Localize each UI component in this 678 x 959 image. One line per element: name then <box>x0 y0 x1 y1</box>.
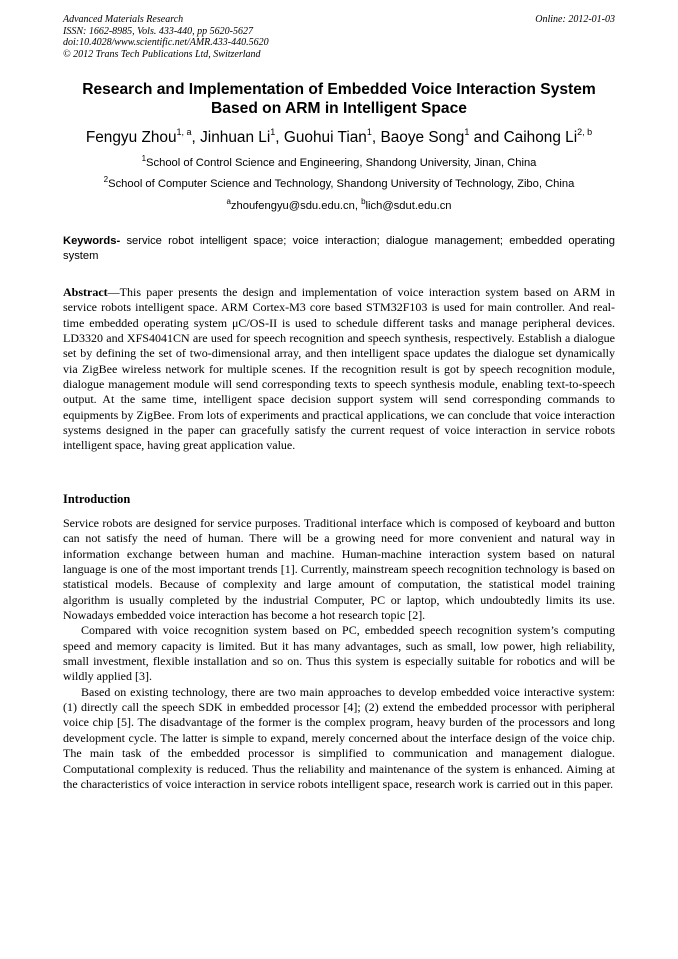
keywords-text: service robot intelligent space; voice interaction; dialogue management; embedded operating system <box>63 235 615 262</box>
author-name: Guohui Tian <box>283 129 367 146</box>
affiliation-mark: 1 <box>141 154 147 163</box>
introduction-body <box>63 516 615 792</box>
author-separator: and <box>469 129 504 146</box>
author-emails <box>30 199 648 213</box>
email-mark: b <box>361 197 366 206</box>
affiliation-mark: 2 <box>103 175 109 184</box>
issn-line: ISSN: 1662-8985, Vols. 433-440, pp 5620-5627 <box>63 25 253 37</box>
author-name: Caihong Li <box>503 129 578 146</box>
email-link[interactable]: zhoufengyu@sdu.edu.cn <box>230 200 355 212</box>
journal-name: Advanced Materials Research <box>63 14 184 25</box>
email-separator: , <box>354 200 362 212</box>
author-affiliation-mark: 2, b <box>577 127 593 137</box>
doi-line: doi:10.4028/www.scientific.net/AMR.433-440.5620 <box>63 37 269 49</box>
email-link[interactable]: lich@sdut.edu.cn <box>365 200 452 212</box>
body-paragraph: Compared with voice recognition system based on PC, embedded speech recognition system’s computing speed and memory capacity is limited. But it has many advantages, such as small, low power, high reliability, small investment, flexible installation and so on. Thus this system is especially suitable for robotics and will be wildly applied [3]. <box>63 623 615 684</box>
email-mark: a <box>226 197 231 206</box>
affiliation-2 <box>30 177 648 191</box>
keywords-label: Keywords- <box>63 235 121 247</box>
affiliation-text: School of Computer Science and Technology, Shandong University of Technology, Zibo, China <box>108 178 575 190</box>
author-list <box>30 128 648 148</box>
abstract-label: Abstract <box>63 285 108 299</box>
affiliation-1 <box>30 156 648 170</box>
body-paragraph: Service robots are designed for service purposes. Traditional interface which is composed of keyboard and button can not satisfy the need of human. There will be a growing need for more convenient and natural way in information exchange between human and machine. Human-machine interaction system based on natural language is one of the most important trends [1]. Currently, mainstream speech recognition technology is based on statistical models. Because of complexity and large amount of computation, the statistical model training algorithm is usually completed by the industrial Computer, PC or laptop, which undoubtedly limits its use. Nowadays embedded voice interaction has become a hot research topic [2]. <box>63 516 615 623</box>
affiliation-text: School of Control Science and Engineering, Shandong University, Jinan, China <box>146 157 537 169</box>
section-heading-introduction: Introduction <box>63 492 131 506</box>
author-name: Baoye Song <box>380 129 465 146</box>
author-affiliation-mark: 1 <box>464 127 470 137</box>
abstract-text: —This paper presents the design and implementation of voice interaction system based on ARM in service robots intelligent space. ARM Cortex-M3 core based STM32F103 is used for main controller. And real-time embedded operating system μC/OS-II is used to schedule different tasks and manage peripheral devices. LD3320 and XFS4041CN are used for speech recognition and speech synthesis, respectively. Establish a dialogue set by defining the set of two-dimensional array, and then intelligent space updates the dialogue set dynamically via ZigBee wireless network for multiple scenes. If the recognition result is got by speech recognition module, dialogue management module will send corresponding texts to speech synthesis module, enabling text-to-speech output. At the same time, intelligent space decision support system will send corresponding commands to equipments by ZigBee. From lots of experiments and practical applications, we can conclude that voice interaction systems designed in the paper can gracefully satisfy the current request of voice interaction in service robots intelligent space, having great application value. <box>63 285 615 453</box>
paper-title: Research and Implementation of Embedded Voice Interaction System Based on ARM in Intelligent Space <box>82 81 596 117</box>
keywords-block <box>63 234 615 264</box>
copyright-line: © 2012 Trans Tech Publications Ltd, Switzerland <box>63 48 261 60</box>
author-name: Fengyu Zhou <box>85 129 177 146</box>
author-affiliation-mark: 1 <box>270 127 276 137</box>
author-affiliation-mark: 1, a <box>176 127 192 137</box>
online-date: Online: 2012-01-03 <box>535 14 615 25</box>
body-paragraph: Based on existing technology, there are two main approaches to develop embedded voice interactive system: (1) directly call the speech SDK in embedded processor [4]; (2) extend the embedded processor with peripheral voice chip [5]. The disadvantage of the former is the complex program, heavy burden of the processors and long development cycle. The latter is simple to expand, merely concerned about the interface design of the voice chip. The main task of the embedded processor is simplified to communication and management dialogue. Computational complexity is reduced. Thus the reliability and maintenance of the system is enhanced. Aiming at the characteristics of voice interaction in service robots intelligent space, research work is carried out in this paper. <box>63 684 615 791</box>
author-separator: , <box>191 129 201 146</box>
journal-header <box>63 14 615 60</box>
author-affiliation-mark: 1 <box>366 127 372 137</box>
author-separator: , <box>275 129 284 146</box>
abstract-block <box>63 285 615 454</box>
author-separator: , <box>371 129 381 146</box>
author-name: Jinhuan Li <box>200 129 271 146</box>
